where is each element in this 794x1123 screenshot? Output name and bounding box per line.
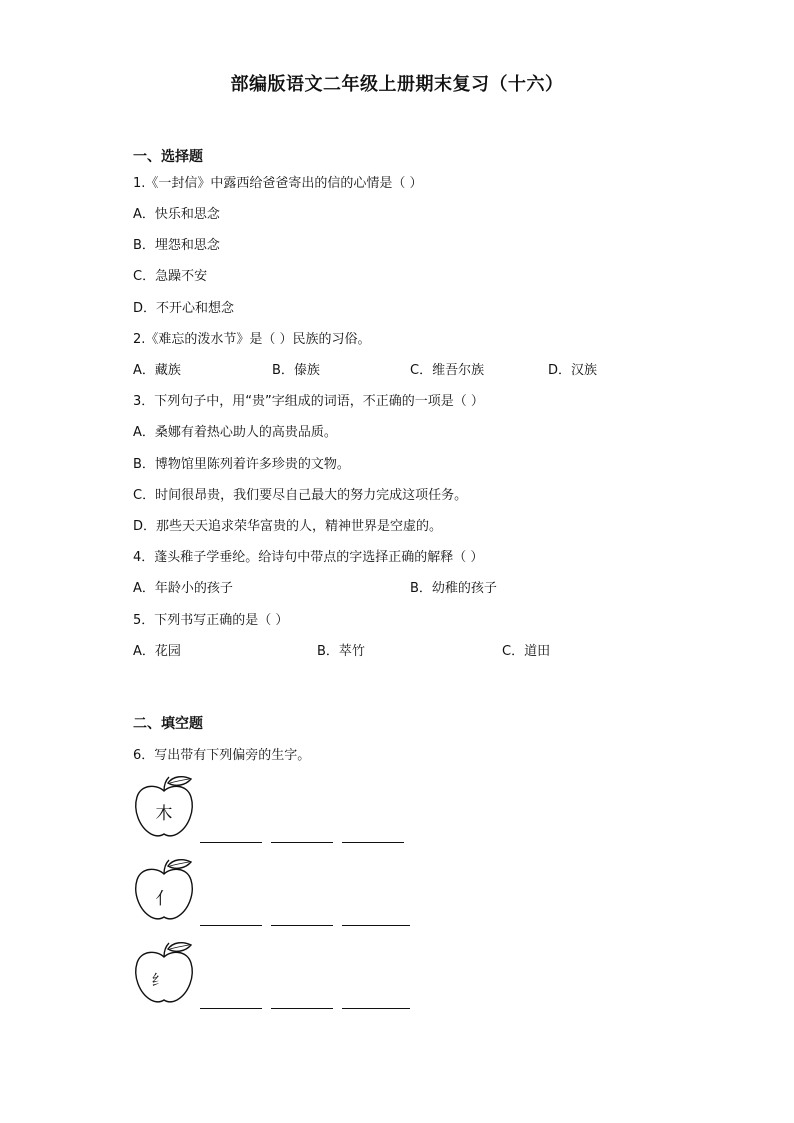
question-3-option-a: A．桑娜有着热心助人的高贵品质。 xyxy=(133,425,337,440)
question-1-option-d: D．不开心和想念 xyxy=(133,301,235,316)
section-heading-fill: 二、填空题 xyxy=(133,716,203,732)
apple-icon xyxy=(133,941,197,1007)
question-1-option-a: A．快乐和思念 xyxy=(133,207,220,222)
question-1-stem: 1.《一封信》中露西给爸爸寄出的信的心情是（ ） xyxy=(133,176,423,191)
section-heading-choice: 一、选择题 xyxy=(133,149,203,165)
answer-blank[interactable] xyxy=(200,1008,262,1009)
radical-label: 纟 xyxy=(151,971,167,989)
question-1-option-c: C．急躁不安 xyxy=(133,269,208,284)
answer-blank[interactable] xyxy=(271,842,333,843)
answer-blank[interactable] xyxy=(200,842,262,843)
answer-blank[interactable] xyxy=(200,925,262,926)
question-5-stem: 5．下列书写正确的是（ ） xyxy=(133,613,289,628)
question-4-option-a: A．年龄小的孩子 xyxy=(133,581,233,596)
question-2-option-b: B．傣族 xyxy=(272,363,320,378)
question-4-option-b: B．幼稚的孩子 xyxy=(410,581,497,596)
answer-blank[interactable] xyxy=(271,1008,333,1009)
question-3-option-c: C．时间很昂贵，我们要尽自己最大的努力完成这项任务。 xyxy=(133,488,468,503)
question-5-option-c: C．道田 xyxy=(502,644,551,659)
question-4-stem: 4．蓬头稚子学垂纶。给诗句中带点的字选择正确的解释（ ） xyxy=(133,550,484,565)
radical-label: 木 xyxy=(155,804,173,824)
question-2-option-d: D．汉族 xyxy=(548,363,598,378)
answer-blank[interactable] xyxy=(271,925,333,926)
answer-blank[interactable] xyxy=(342,925,410,926)
question-1-option-b: B．埋怨和思念 xyxy=(133,238,220,253)
radical-label: 亻 xyxy=(155,889,173,909)
question-5-option-a: A．花园 xyxy=(133,644,181,659)
question-2-option-c: C．维吾尔族 xyxy=(410,363,485,378)
question-5-option-b: B．萃竹 xyxy=(317,644,365,659)
question-2-stem: 2.《难忘的泼水节》是（ ）民族的习俗。 xyxy=(133,332,371,347)
apple-icon xyxy=(133,775,197,841)
question-2-option-a: A．藏族 xyxy=(133,363,181,378)
question-6-stem: 6．写出带有下列偏旁的生字。 xyxy=(133,748,311,763)
answer-blank[interactable] xyxy=(342,1008,410,1009)
page-title: 部编版语文二年级上册期末复习（十六） xyxy=(230,74,564,95)
answer-blank[interactable] xyxy=(342,842,404,843)
apple-icon xyxy=(133,858,197,924)
question-3-option-d: D．那些天天追求荣华富贵的人，精神世界是空虚的。 xyxy=(133,519,443,534)
question-3-stem: 3．下列句子中，用“贵”字组成的词语，不正确的一项是（ ） xyxy=(133,394,484,409)
question-3-option-b: B．博物馆里陈列着许多珍贵的文物。 xyxy=(133,457,350,472)
